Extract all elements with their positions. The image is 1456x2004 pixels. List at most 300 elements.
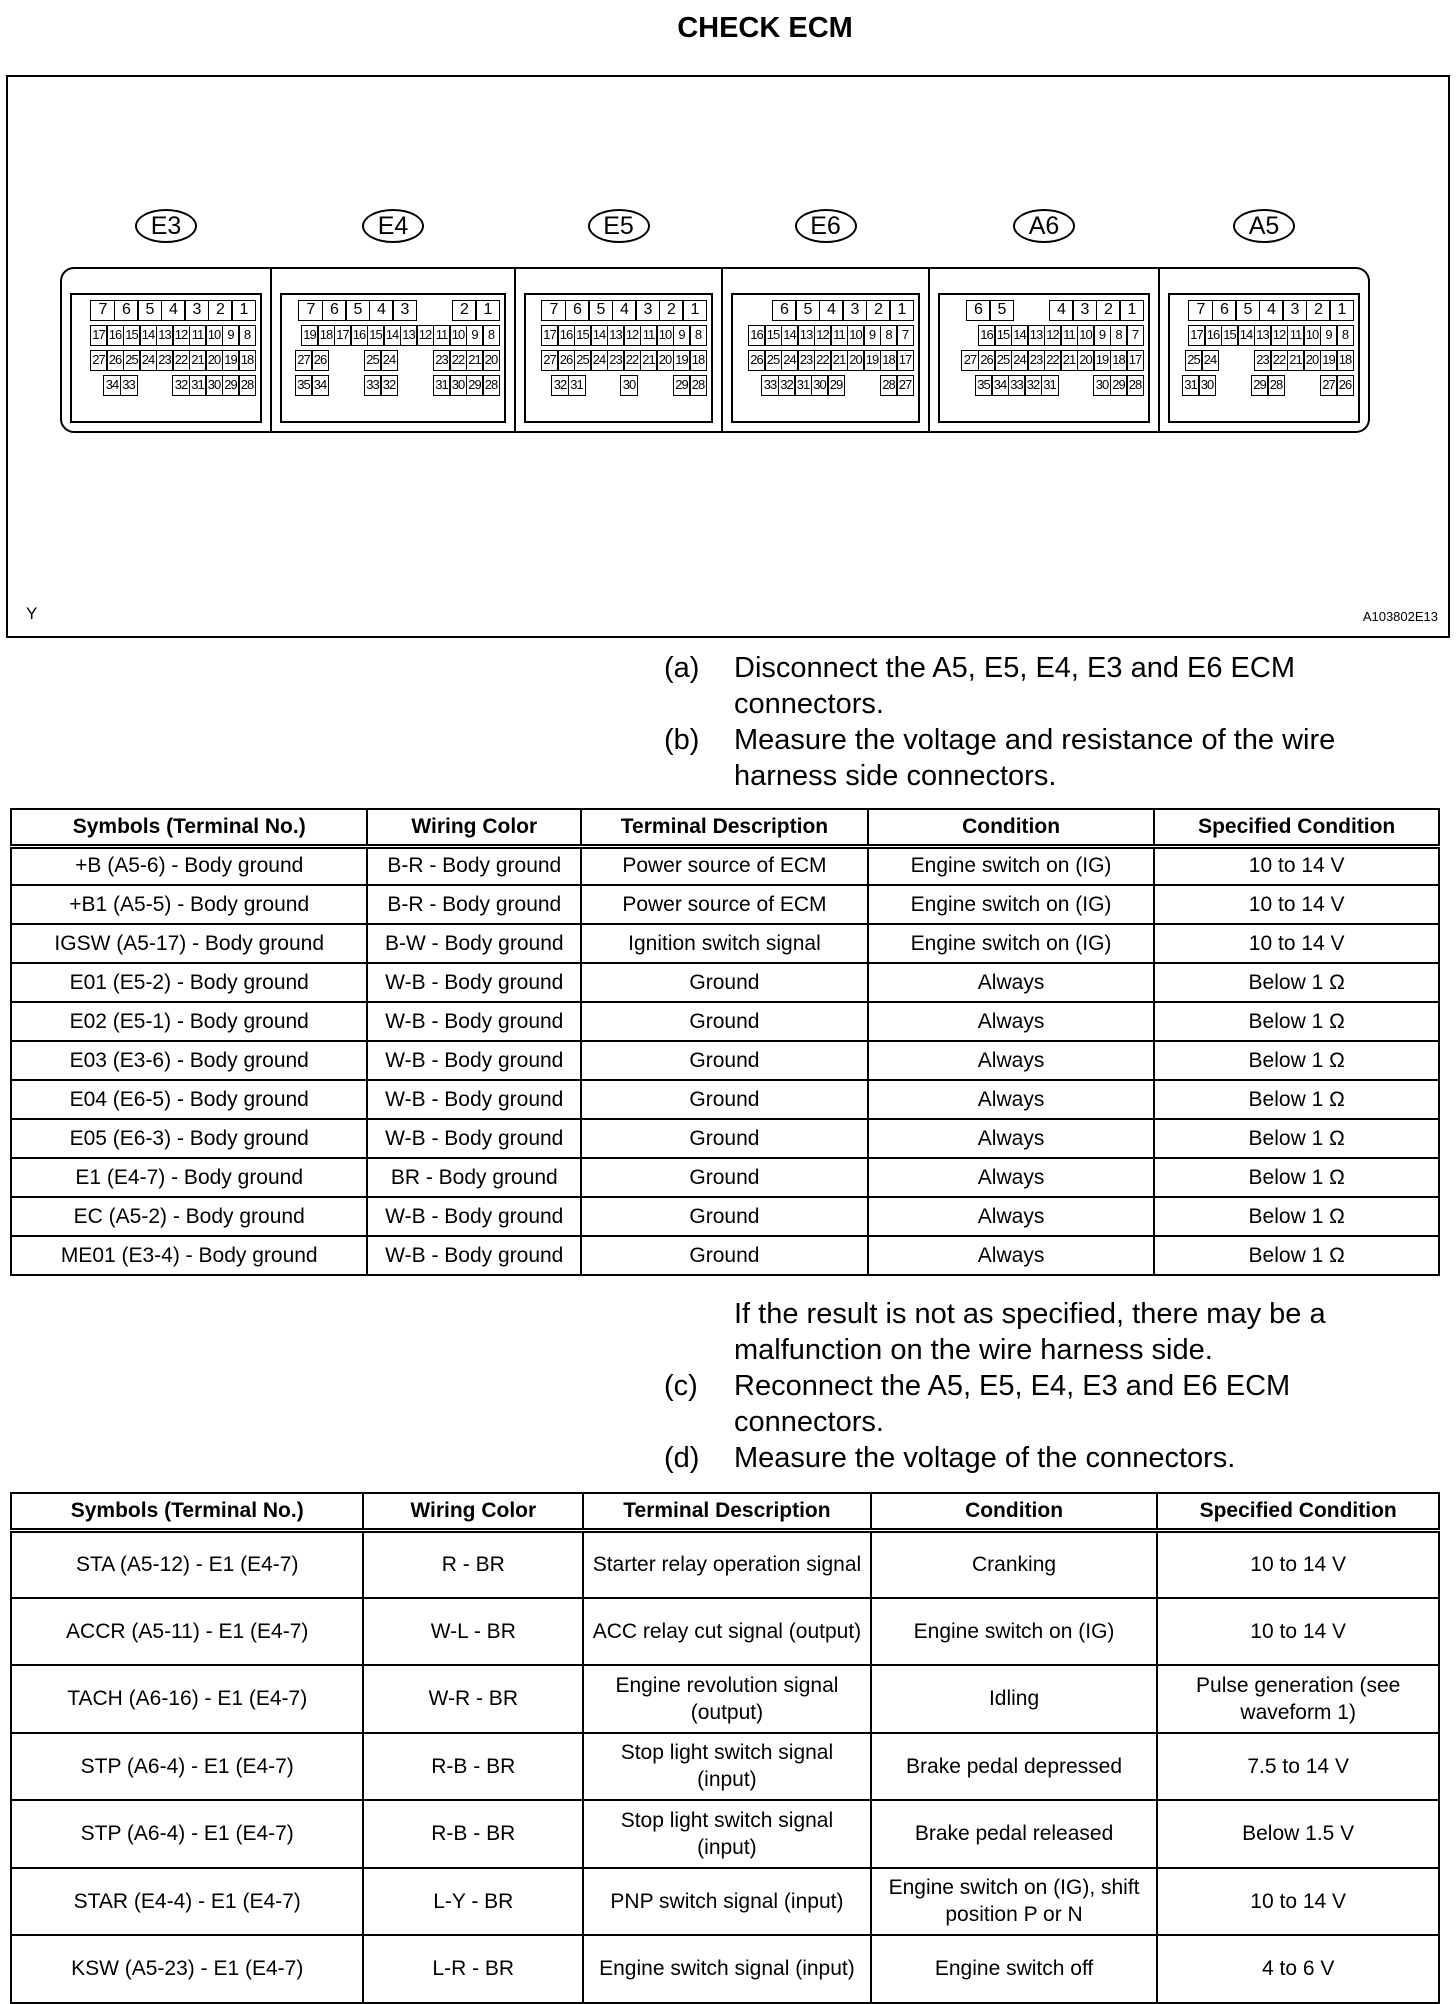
pin: 18: [317, 325, 335, 346]
pin: 20: [1303, 350, 1321, 371]
pin: 4: [161, 300, 186, 321]
pin-row: [944, 350, 1144, 371]
table-row: [11, 924, 1439, 963]
pin: 13: [607, 325, 625, 346]
pin-row: [944, 375, 1144, 396]
pin: 22: [172, 350, 190, 371]
table-cell: Always: [868, 1197, 1155, 1236]
pin: 21: [1287, 350, 1305, 371]
pin: 21: [1060, 350, 1078, 371]
pin: 7: [1188, 300, 1213, 321]
table-cell: Engine switch on (IG): [868, 885, 1155, 924]
table-cell: ACC relay cut signal (output): [583, 1598, 871, 1666]
pin: 16: [350, 325, 368, 346]
pin: 24: [1201, 350, 1219, 371]
connector-face: [938, 293, 1150, 423]
connector-e5: [516, 212, 723, 433]
table-cell: ME01 (E3-4) - Body ground: [11, 1236, 367, 1275]
pin: 10: [1303, 325, 1321, 346]
pin: 11: [1287, 325, 1305, 346]
pin: 15: [367, 325, 385, 346]
table-cell: +B (A5-6) - Body ground: [11, 846, 367, 885]
column-header: Terminal Description: [583, 1493, 871, 1530]
step-label: (a): [664, 652, 700, 684]
page-title: CHECK ECM: [677, 12, 853, 44]
pin: 19: [301, 325, 319, 346]
pin: 9: [1093, 325, 1111, 346]
connector-face: [280, 293, 506, 423]
table-cell: PNP switch signal (input): [583, 1868, 871, 1936]
connector-label: A5: [1233, 209, 1295, 243]
table-cell: Ground: [581, 1197, 868, 1236]
table-header: [11, 809, 1439, 846]
table-cell: Always: [868, 1002, 1155, 1041]
pin: 22: [449, 350, 467, 371]
pin: 28: [482, 375, 500, 396]
table-cell: Engine revolution signal (output): [583, 1665, 871, 1733]
pin: 14: [1011, 325, 1029, 346]
pin: 16: [557, 325, 575, 346]
step-c: [664, 1368, 1434, 1440]
pin: 27: [541, 350, 559, 371]
pin: 7: [896, 325, 914, 346]
pin: 10: [847, 325, 865, 346]
connector-e6: [723, 212, 930, 433]
table-row: [11, 1119, 1439, 1158]
note-text: If the result is not as specified, there may be a malfunction on the wire harness side.: [734, 1298, 1326, 1366]
table-cell: ACCR (A5-11) - E1 (E4-7): [11, 1598, 363, 1666]
pin: 17: [1188, 325, 1206, 346]
pin: 7: [1126, 325, 1144, 346]
pin: 11: [1060, 325, 1078, 346]
pin: 18: [238, 350, 256, 371]
pin: 29: [673, 375, 691, 396]
table-cell: Starter relay operation signal: [583, 1530, 871, 1598]
pin-row: [76, 300, 256, 321]
table-cell: B-R - Body ground: [367, 885, 581, 924]
pin: 1: [682, 300, 707, 321]
table-cell: E05 (E6-3) - Body ground: [11, 1119, 367, 1158]
table-row: [11, 1158, 1439, 1197]
connector-a6: [930, 212, 1160, 433]
table-cell: 10 to 14 V: [1154, 846, 1439, 885]
pin: 30: [620, 375, 638, 396]
pin-row: [286, 300, 500, 321]
table-row: [11, 1197, 1439, 1236]
pin: 4: [1259, 300, 1284, 321]
column-header: Symbols (Terminal No.): [11, 809, 367, 846]
table-cell: E02 (E5-1) - Body ground: [11, 1002, 367, 1041]
pin: 20: [847, 350, 865, 371]
pin-gap: [138, 375, 174, 396]
connector-row: [60, 212, 1370, 433]
table-cell: 4 to 6 V: [1157, 1935, 1439, 2003]
table-cell: Always: [868, 1041, 1155, 1080]
table-cell: Pulse generation (see waveform 1): [1157, 1665, 1439, 1733]
pin: 4: [369, 300, 394, 321]
step-b: [664, 722, 1434, 794]
pin: 2: [866, 300, 891, 321]
table-cell: TACH (A6-16) - E1 (E4-7): [11, 1665, 363, 1733]
table-cell: E1 (E4-7) - Body ground: [11, 1158, 367, 1197]
pin: 3: [635, 300, 660, 321]
column-header: Specified Condition: [1157, 1493, 1439, 1530]
pin-row: [1174, 325, 1354, 346]
pin: 5: [137, 300, 162, 321]
pin: 8: [1110, 325, 1128, 346]
pin: 24: [380, 350, 398, 371]
table-cell: Below 1 Ω: [1154, 1080, 1439, 1119]
connector-face: [731, 293, 920, 423]
pin-row: [530, 350, 707, 371]
pin: 21: [189, 350, 207, 371]
pin: 2: [208, 300, 233, 321]
pin: 1: [231, 300, 256, 321]
pin: 8: [1336, 325, 1354, 346]
pin: 31: [794, 375, 812, 396]
pin: 10: [656, 325, 674, 346]
table-cell: KSW (A5-23) - E1 (E4-7): [11, 1935, 363, 2003]
pin: 23: [156, 350, 174, 371]
connector-face: [524, 293, 713, 423]
pin: 25: [1185, 350, 1203, 371]
pin: 13: [797, 325, 815, 346]
pin: 1: [475, 300, 500, 321]
pin: 31: [568, 375, 586, 396]
table-row: [11, 963, 1439, 1002]
pin: 29: [827, 375, 845, 396]
table-row: [11, 1733, 1439, 1801]
table-cell: EC (A5-2) - Body ground: [11, 1197, 367, 1236]
pin-gap: [417, 300, 453, 321]
pin-row: [530, 325, 707, 346]
table-cell: Below 1 Ω: [1154, 1236, 1439, 1275]
table-cell: Engine switch off: [871, 1935, 1158, 2003]
pin: 8: [880, 325, 898, 346]
pin: 33: [1008, 375, 1026, 396]
pin: 8: [689, 325, 707, 346]
pin: 2: [1096, 300, 1121, 321]
table-cell: Ground: [581, 963, 868, 1002]
pin: 31: [433, 375, 451, 396]
pin: 7: [90, 300, 115, 321]
pin: 32: [778, 375, 796, 396]
connector-e4: [272, 212, 516, 433]
table-row: [11, 1665, 1439, 1733]
pin: 33: [364, 375, 382, 396]
table-cell: B-R - Body ground: [367, 846, 581, 885]
pin: 4: [612, 300, 637, 321]
pin: 31: [189, 375, 207, 396]
pin: 11: [433, 325, 451, 346]
table-row: [11, 1041, 1439, 1080]
step-text: Reconnect the A5, E5, E4, E3 and E6 ECM connectors.: [734, 1370, 1291, 1438]
pin: 35: [295, 375, 313, 396]
pin: 29: [1110, 375, 1128, 396]
table-cell: R-B - BR: [363, 1733, 583, 1801]
connector-e3: [60, 212, 272, 433]
connector-label: E4: [362, 209, 424, 243]
pin-gap: [845, 375, 881, 396]
step-text: Disconnect the A5, E5, E4, E3 and E6 ECM connectors.: [734, 652, 1295, 720]
pin-row: [1174, 375, 1354, 396]
pin: 24: [139, 350, 157, 371]
table-cell: L-R - BR: [363, 1935, 583, 2003]
pin-row: [76, 325, 256, 346]
pin: 10: [449, 325, 467, 346]
table-cell: Below 1 Ω: [1154, 1197, 1439, 1236]
table-cell: 10 to 14 V: [1157, 1530, 1439, 1598]
pin: 32: [1024, 375, 1042, 396]
table-cell: Ground: [581, 1041, 868, 1080]
pin-gap: [398, 350, 434, 371]
pin: 3: [842, 300, 867, 321]
pin: 4: [1049, 300, 1074, 321]
pin: 21: [640, 350, 658, 371]
pin: 13: [156, 325, 174, 346]
pin: 26: [978, 350, 996, 371]
table-header: [11, 1493, 1439, 1530]
pin: 26: [106, 350, 124, 371]
pin: 7: [298, 300, 323, 321]
pin: 20: [205, 350, 223, 371]
table-cell: Power source of ECM: [581, 846, 868, 885]
pin: 2: [1306, 300, 1331, 321]
ecm-connector-diagram: [6, 75, 1450, 638]
pin-gap: [638, 375, 674, 396]
pin-row: [76, 350, 256, 371]
pin: 14: [139, 325, 157, 346]
table-cell: L-Y - BR: [363, 1868, 583, 1936]
connector-face: [70, 293, 262, 423]
pin: 28: [880, 375, 898, 396]
pin: 12: [416, 325, 434, 346]
step-d: [664, 1440, 1434, 1476]
pin: 18: [689, 350, 707, 371]
table-cell: Below 1 Ω: [1154, 963, 1439, 1002]
pin: 33: [120, 375, 138, 396]
pin-row: [737, 300, 914, 321]
pin: 34: [991, 375, 1009, 396]
pin: 27: [90, 350, 108, 371]
table-row: [11, 1935, 1439, 2003]
pin: 14: [590, 325, 608, 346]
pin: 31: [1041, 375, 1059, 396]
pin: 16: [1204, 325, 1222, 346]
pin: 4: [819, 300, 844, 321]
pin: 18: [880, 350, 898, 371]
table-cell: Engine switch on (IG): [868, 924, 1155, 963]
table-cell: 10 to 14 V: [1154, 924, 1439, 963]
pin: 29: [222, 375, 240, 396]
pin: 6: [772, 300, 797, 321]
pin: 20: [482, 350, 500, 371]
pin-row: [286, 325, 500, 346]
table-cell: 10 to 14 V: [1157, 1598, 1439, 1666]
pin: 26: [1336, 375, 1354, 396]
step-text: Measure the voltage of the connectors.: [734, 1442, 1236, 1474]
table-cell: Idling: [871, 1665, 1158, 1733]
pin-gap: [1059, 375, 1095, 396]
pin: 5: [1235, 300, 1260, 321]
pin: 8: [238, 325, 256, 346]
table-row: [11, 1236, 1439, 1275]
pin: 32: [172, 375, 190, 396]
table-cell: Engine switch on (IG): [871, 1598, 1158, 1666]
pin: 1: [889, 300, 914, 321]
pin: 14: [383, 325, 401, 346]
pin-row: [76, 375, 256, 396]
table-cell: 7.5 to 14 V: [1157, 1733, 1439, 1801]
pin: 27: [896, 375, 914, 396]
pin: 6: [966, 300, 991, 321]
table-cell: W-B - Body ground: [367, 1236, 581, 1275]
pin: 15: [574, 325, 592, 346]
table-row: [11, 1598, 1439, 1666]
table-cell: Below 1 Ω: [1154, 1158, 1439, 1197]
pin: 9: [863, 325, 881, 346]
column-header: Symbols (Terminal No.): [11, 1493, 363, 1530]
pin: 11: [830, 325, 848, 346]
table-row: [11, 1002, 1439, 1041]
pin: 15: [123, 325, 141, 346]
table-cell: Engine switch signal (input): [583, 1935, 871, 2003]
pin: 29: [1251, 375, 1269, 396]
pin: 12: [1270, 325, 1288, 346]
pin: 13: [400, 325, 418, 346]
pin: 31: [1182, 375, 1200, 396]
pin: 18: [1336, 350, 1354, 371]
pin-gap: [398, 375, 434, 396]
pin: 35: [975, 375, 993, 396]
steps-cd: [664, 1296, 1434, 1476]
pin: 27: [295, 350, 313, 371]
table-cell: Always: [868, 1119, 1155, 1158]
pin: 12: [172, 325, 190, 346]
table-cell: Ignition switch signal: [581, 924, 868, 963]
pin: 16: [978, 325, 996, 346]
pin: 2: [452, 300, 477, 321]
pin: 1: [1119, 300, 1144, 321]
pin: 25: [764, 350, 782, 371]
pin: 14: [781, 325, 799, 346]
table-cell: Below 1 Ω: [1154, 1002, 1439, 1041]
table-row: [11, 1800, 1439, 1868]
pin: 13: [1027, 325, 1045, 346]
pin: 33: [761, 375, 779, 396]
pin: 25: [994, 350, 1012, 371]
table-row: [11, 1868, 1439, 1936]
table-cell: Stop light switch signal (input): [583, 1800, 871, 1868]
steps-ab: [664, 650, 1434, 794]
column-header: Wiring Color: [363, 1493, 583, 1530]
table-cell: Below 1 Ω: [1154, 1041, 1439, 1080]
pin: 20: [1077, 350, 1095, 371]
table-cell: IGSW (A5-17) - Body ground: [11, 924, 367, 963]
pin: 13: [1254, 325, 1272, 346]
pin: 17: [1126, 350, 1144, 371]
pin-row: [1174, 300, 1354, 321]
voltage-check-table: [10, 1492, 1440, 2004]
pin: 11: [640, 325, 658, 346]
table-row: [11, 846, 1439, 885]
pin: 32: [551, 375, 569, 396]
pin-gap: [1014, 300, 1050, 321]
pin: 15: [764, 325, 782, 346]
pin: 19: [673, 350, 691, 371]
pin: 30: [449, 375, 467, 396]
connector-label: E3: [135, 209, 197, 243]
pin: 16: [106, 325, 124, 346]
table-cell: STA (A5-12) - E1 (E4-7): [11, 1530, 363, 1598]
pin: 12: [814, 325, 832, 346]
pin-gap: [329, 350, 365, 371]
table-cell: +B1 (A5-5) - Body ground: [11, 885, 367, 924]
pin: 2: [659, 300, 684, 321]
pin: 17: [334, 325, 352, 346]
pin-row: [530, 300, 707, 321]
pin-gap: [1216, 375, 1252, 396]
pin: 9: [466, 325, 484, 346]
table-cell: W-B - Body ground: [367, 1080, 581, 1119]
pin: 25: [123, 350, 141, 371]
pin-row: [286, 350, 500, 371]
pin: 30: [811, 375, 829, 396]
pin: 22: [814, 350, 832, 371]
pin: 17: [541, 325, 559, 346]
pin: 3: [392, 300, 417, 321]
pin: 28: [238, 375, 256, 396]
table-cell: BR - Body ground: [367, 1158, 581, 1197]
harness-check-table: [10, 808, 1440, 1276]
table-cell: W-B - Body ground: [367, 1041, 581, 1080]
pin: 30: [205, 375, 223, 396]
pin: 14: [1237, 325, 1255, 346]
step-text: Measure the voltage and resistance of the wire harness side connectors.: [734, 724, 1336, 792]
pin: 3: [1072, 300, 1097, 321]
pin: 7: [541, 300, 566, 321]
pin: 20: [656, 350, 674, 371]
pin-row: [944, 300, 1144, 321]
pin: 29: [466, 375, 484, 396]
table-cell: R-B - BR: [363, 1800, 583, 1868]
pin: 6: [565, 300, 590, 321]
pin: 9: [673, 325, 691, 346]
pin: 12: [623, 325, 641, 346]
pin: 34: [103, 375, 121, 396]
table-cell: B-W - Body ground: [367, 924, 581, 963]
note: [664, 1296, 1434, 1368]
pin: 30: [1198, 375, 1216, 396]
table-cell: Ground: [581, 1080, 868, 1119]
pin-row: [737, 375, 914, 396]
pin: 15: [994, 325, 1012, 346]
pin: 5: [345, 300, 370, 321]
pin: 26: [311, 350, 329, 371]
pin: 32: [380, 375, 398, 396]
pin: 6: [114, 300, 139, 321]
table-row: [11, 1080, 1439, 1119]
pin: 8: [482, 325, 500, 346]
pin: 19: [863, 350, 881, 371]
table-cell: W-L - BR: [363, 1598, 583, 1666]
connector-a5: [1160, 212, 1370, 433]
pin: 24: [781, 350, 799, 371]
table-cell: W-B - Body ground: [367, 1002, 581, 1041]
pin: 23: [797, 350, 815, 371]
pin: 10: [1077, 325, 1095, 346]
pin: 22: [1044, 350, 1062, 371]
